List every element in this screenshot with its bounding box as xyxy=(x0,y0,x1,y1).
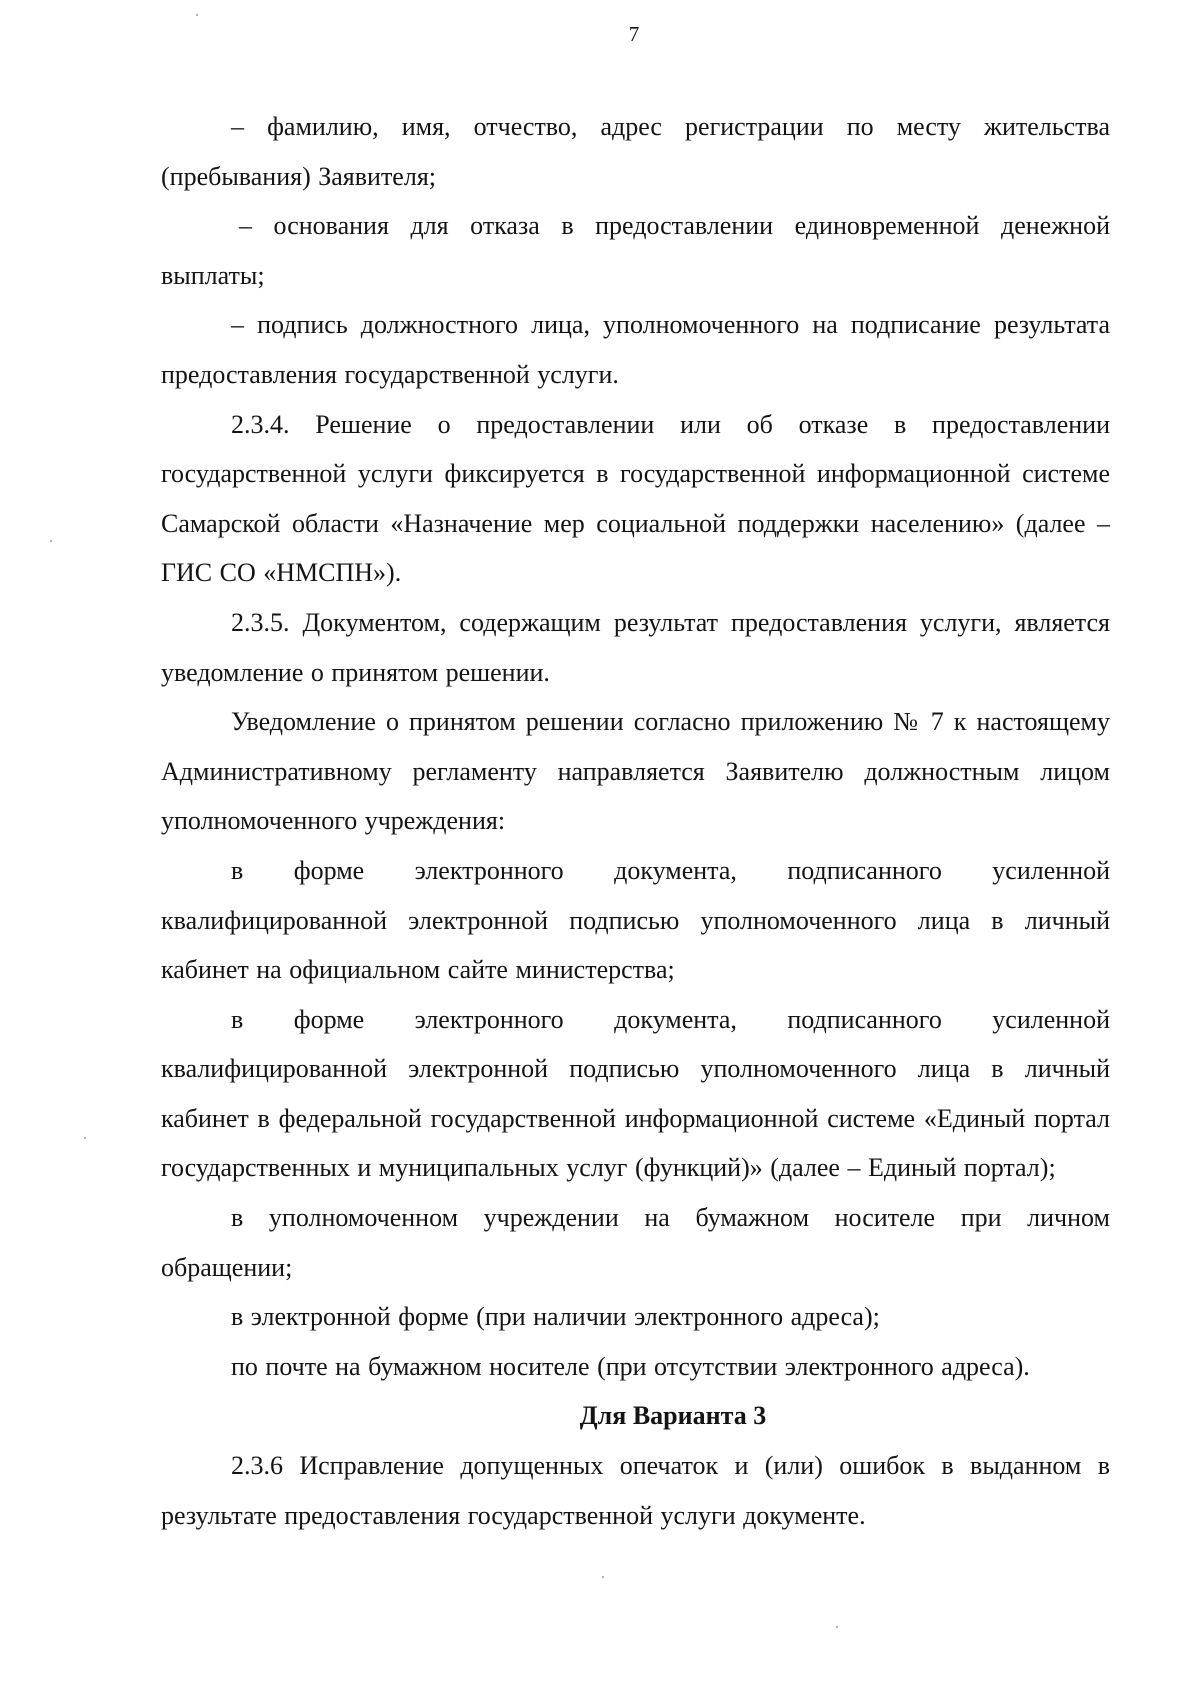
paragraph-official-signature: – подпись должностного лица, уполномоченного на подписание результата предоставления государственной услуги. xyxy=(161,310,1110,389)
paragraph-unified-portal: в форме электронного документа, подписанного усиленной квалифицированной электронной подписью уполномоченного лица в личный кабинет в федеральной государственной информационной системе «Единый портал государственных и муниципальных услуг (функций)» (далее – Единый портал); xyxy=(161,1004,1110,1183)
paragraph-ministry-cabinet: в форме электронного документа, подписанного усиленной квалифицированной электронной подписью уполномоченного лица в личный кабинет на официальном сайте министерства; xyxy=(161,855,1110,985)
scan-speck xyxy=(836,1626,838,1628)
scan-speck xyxy=(50,540,52,542)
paragraph-applicant-name: – фамилию, имя, отчество, адрес регистрации по месту жительства (пребывания) Заявителя; xyxy=(161,112,1110,191)
paragraph-electronic-form: в электронной форме (при наличии электронного адреса); xyxy=(231,1302,880,1332)
scan-speck xyxy=(602,1576,604,1578)
paragraph-2-3-5: 2.3.5. Документом, содержащим результат предоставления услуги, является уведомление о принятом решении. xyxy=(161,607,1110,687)
scan-speck xyxy=(196,14,198,16)
paragraph-2-3-6: 2.3.6 Исправление допущенных опечаток и (или) ошибок в выданном в результате предоставления государственной услуги документе. xyxy=(161,1451,1110,1530)
paragraph-refusal-grounds: – основания для отказа в предоставлении единовременной денежной выплаты; xyxy=(161,211,1110,290)
page-number: 7 xyxy=(628,22,640,46)
paragraph-paper-in-person: в уполномоченном учреждении на бумажном носителе при личном обращении; xyxy=(161,1203,1110,1282)
paragraph-2-3-4: 2.3.4. Решение о предоставлении или об отказе в предоставлении государственной услуги фиксируется в государственной информационной системе Самарской области «Назначение мер социальной поддержки населению» (далее – ГИС СО «НМСПН»). xyxy=(161,409,1110,588)
section-heading: Для Варианта 3 xyxy=(579,1401,767,1431)
paragraph-by-post: по почте на бумажном носителе (при отсутствии электронного адреса). xyxy=(231,1351,1030,1381)
scan-speck xyxy=(84,1137,86,1139)
document-body xyxy=(161,102,1110,1540)
paragraph-notification: Уведомление о принятом решении согласно приложению № 7 к настоящему Административному регламенту направляется Заявителю должностным лицом уполномоченного учреждения: xyxy=(161,707,1110,836)
